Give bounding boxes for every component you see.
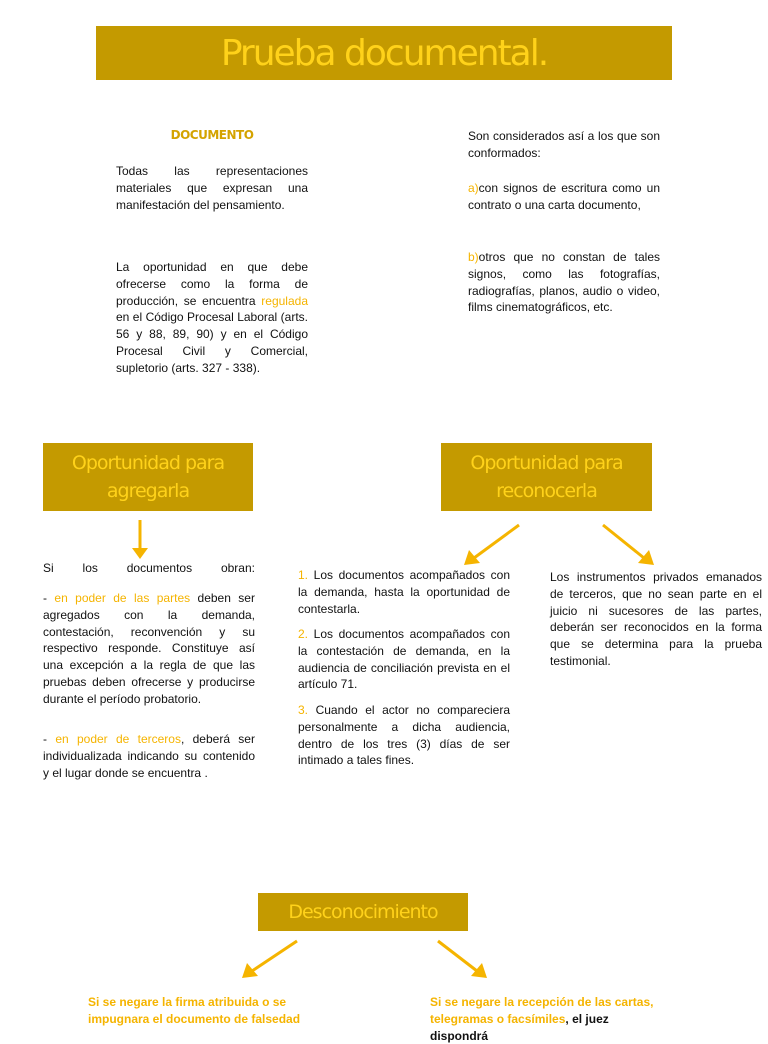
- arrow-down-icon: [131, 518, 149, 560]
- desconocimiento-left-text: Si se negare la firma atribuida o se impugnara el documento de falsedad: [88, 995, 301, 1026]
- arrow-down-left-icon: [462, 522, 522, 568]
- reconocerla-item-2: 2. Los documentos acompañados con la contestación de demanda, en la audiencia de conciliación prevista en el artículo 71.: [298, 627, 510, 692]
- reconocerla-box: Oportunidad para reconocerla: [441, 443, 652, 511]
- agregarla-partes: - en poder de las partes deben ser agregados con la demanda, contestación, reconvención y su respectivo responde. Constituye así una excepción a la regla de que las pruebas deben ofrecerse y producirse durante el período probatorio.: [43, 591, 255, 706]
- instrumentos-privados-text: Los instrumentos privados emanados de terceros, que no sean parte en el juicio ni sucesores de las partes, deberán ser reconocidos en la forma que se determina para la prueba testimonial.: [550, 570, 762, 668]
- arrow-down-right-icon: [600, 522, 656, 568]
- desconocimiento-box: Desconocimiento: [258, 893, 468, 931]
- arrow-down-right-icon-2: [435, 938, 489, 980]
- desconocimiento-right-text: Si se negare la recepción de las cartas, telegramas o facsímiles, el juez dispondrá: [430, 995, 654, 1043]
- reconocerla-item-3: 3. Cuando el actor no compareciera personalmente a dicha audiencia, dentro de los tres (3) días de ser intimado a tales fines.: [298, 703, 510, 768]
- partes-highlight: en poder de las partes: [54, 591, 191, 605]
- arrow-down-left-icon-2: [240, 938, 300, 980]
- considerados-b: b)otros que no constan de tales signos, como las fotografías, radiografías, planos, audio o video, films cinematográficos, etc.: [468, 250, 660, 315]
- item-b-label: b): [468, 250, 479, 264]
- documento-oportunidad: La oportunidad en que debe ofrecerse como la forma de producción, se encuentra regulada en el Código Procesal Laboral (arts. 56 y 88, 89, 90) y en el Código Procesal Civil y Comercial, supletorio (arts. 327 - 338).: [116, 260, 308, 375]
- reconocerla-item-1: 1. Los documentos acompañados con la demanda, hasta la oportunidad de contestarla.: [298, 568, 510, 616]
- page-title: [96, 26, 672, 80]
- regulada-highlight: regulada: [261, 293, 308, 308]
- considerados-intro: Son considerados así a los que son conformados:: [468, 129, 660, 160]
- terceros-highlight: en poder de terceros: [55, 732, 181, 746]
- item-a-label: a): [468, 181, 479, 195]
- documento-heading: DOCUMENTO: [170, 128, 254, 142]
- agregarla-box: Oportunidad para agregarla: [43, 443, 253, 511]
- considerados-a: a)con signos de escritura como un contrato o una carta documento,: [468, 181, 660, 212]
- documento-definition: Todas las representaciones materiales que expresan una manifestación del pensamiento.: [116, 164, 308, 212]
- agregarla-terceros: - en poder de terceros, deberá ser individualizada indicando su contenido y el lugar donde se encuentra .: [43, 732, 255, 780]
- recepcion-highlight: Si se negare la recepción de las cartas, telegramas o facsímiles: [430, 995, 654, 1026]
- page-title-text: Prueba documental.: [220, 32, 548, 74]
- agregarla-intro: Si los documentos obran:: [43, 561, 255, 575]
